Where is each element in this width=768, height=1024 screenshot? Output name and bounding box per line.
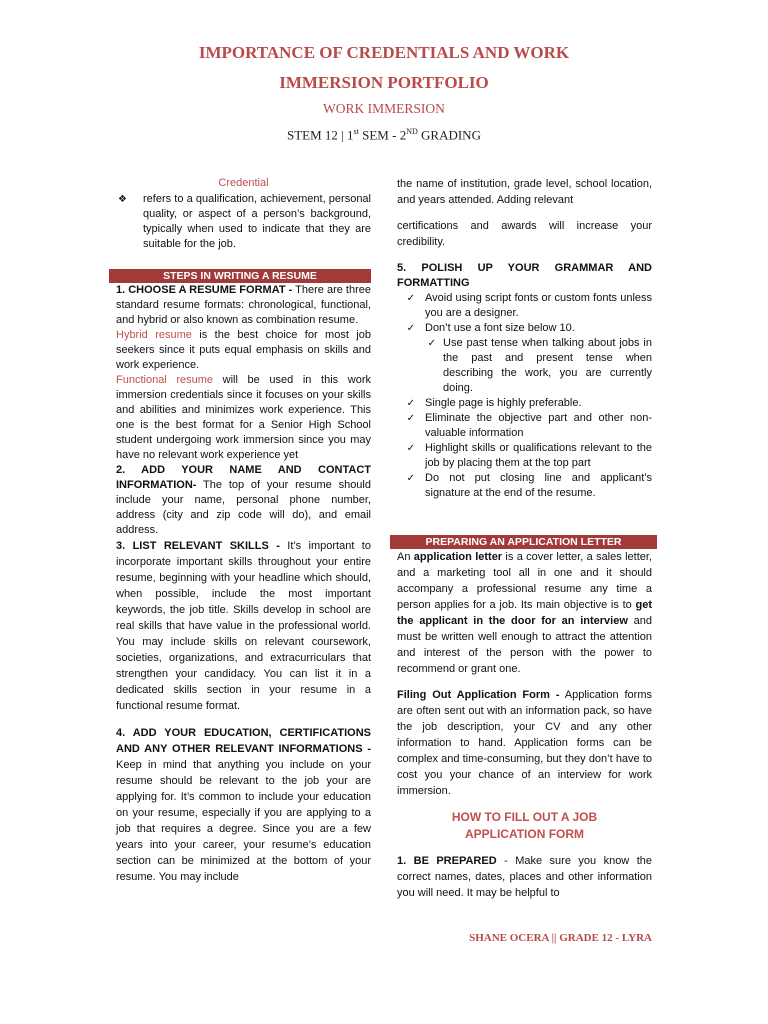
step-4-heading: 4. ADD YOUR EDUCATION, CERTIFICATIONS AND ANY OTHER RELEVANT INFORMATIONS - [116,727,371,755]
tip-text: Avoid using script fonts or custom fonts unless you are a designer. [425,292,652,319]
tip-item [397,441,652,471]
be-prepared-text: - Make sure you know the correct names, dates, places and other information you will need. It may be helpful to [397,855,652,899]
letter-text-c: is a cover letter, a sales letter, and a marketing tool all in one and it should accompany a professional resume any time a person applies for a job. Its main objective is to [397,551,652,611]
step-4-text: Keep in mind that anything you include on your resume should be relevant to the job your are applying for. It’s common to include your education on your resume, especially if you are applying to a job that requires a degree. Since you are a few years into your career, your resume’s education section can be minimized at the bottom of your resume. You may include [116,759,371,883]
document-title-line-1: IMPORTANCE OF CREDENTIALS AND WORK [198,43,570,62]
application-letter-paragraph [397,549,652,677]
application-form-heading: Filing Out Application Form - [397,689,560,701]
step-3-heading: 3. LIST RELEVANT SKILLS - [116,540,280,552]
letter-text-e: and must be written well enough to attract the attention and interest of the person with the power to recommend or grant one. [397,615,652,675]
document-title-line-2: IMMERSION PORTFOLIO [279,73,489,92]
check-icon: ✓ [406,293,415,304]
continued-text-2: certifications and awards will increase your credibility. [397,220,652,248]
application-letter-term: application letter [413,551,503,563]
step-2-text: The top of your resume should include your name, personal phone number, address (city and zip code will do), and email address. [116,479,371,536]
howto-heading: HOW TO FILL OUT A JOB APPLICATION FORM [451,810,598,841]
application-form-paragraph [397,687,652,799]
check-icon: ✓ [406,473,415,484]
application-letter-bar: PREPARING AN APPLICATION LETTER [390,535,657,549]
step-4-paragraph [116,725,371,885]
continued-text-1: the name of institution, grade level, school location, and years attended. Adding relevant [397,178,652,206]
tip-item [397,291,652,321]
steps-resume-bar: STEPS IN WRITING A RESUME [109,269,371,283]
check-icon: ✓ [406,443,415,454]
diamond-bullet-icon: ❖ [118,194,127,205]
grading-text-b: SEM - 2 [358,127,407,143]
hybrid-paragraph [116,328,371,373]
credential-heading: Credential [218,177,269,189]
functional-paragraph [116,373,371,463]
be-prepared-paragraph [397,853,652,901]
tip-item [397,321,652,336]
tip-item [397,396,652,411]
right-column [397,176,652,901]
credential-definition [116,192,371,252]
step-5-heading: 5. POLISH UP YOUR GRAMMAR AND FORMATTING [397,262,652,289]
tip-text: Don’t use a font size below 10. [425,322,575,334]
grading-sup-1: st [353,127,359,136]
functional-resume-text: will be used in this work immersion credentials since it focuses on your skills and abilities and minimizes work experience. This one is the best format for a Senior High School student undergoing work immersion since you may have no relevant work experience yet [116,374,371,461]
be-prepared-heading: 1. BE PREPARED [397,855,497,867]
tip-text: Single page is highly preferable. [425,397,582,409]
step-1-paragraph [116,283,371,328]
check-icon: ✓ [427,338,436,349]
step-1-heading: 1. CHOOSE A RESUME FORMAT - [116,284,293,296]
credential-text: refers to a qualification, achievement, personal quality, or aspect of a person’s background, typically when used to indicate that they are suitable for the job. [143,193,371,250]
tip-item [397,336,652,396]
tip-item [397,411,652,441]
functional-resume-label: Functional resume [116,374,214,386]
step-3-paragraph [116,538,371,714]
grading-sup-2: ND [406,127,418,136]
tip-text: Do not put closing line and applicant’s signature at the end of the resume. [425,472,652,499]
grading-text-a: STEM 12 | 1 [287,127,354,143]
left-column [116,176,371,885]
tip-item [397,471,652,501]
tip-text: Highlight skills or qualifications relevant to the job by placing them at the top part [425,442,652,469]
tip-text: Use past tense when talking about jobs in the past and present tense when describing the work, you are currently doing. [443,337,652,394]
document-subtitle: WORK IMMERSION [323,101,445,116]
step-3-text: It’s important to incorporate important skills throughout your entire resume, beginning with your headline which should, when possible, include the most important keywords, the job title. Skills develop in school are real skills that have value in the professional world. You may include skills on relevant coursework, societies, organizations, and extracurriculars that strengthen your candidacy. You can list it in a dedicated skills section in your resume in a functional resume format. [116,540,371,712]
page-footer: SHANE OCERA || GRADE 12 - LYRA [469,932,652,944]
check-icon: ✓ [406,413,415,424]
grading-text-c: GRADING [417,127,481,143]
step-1-text: There are three standard resume formats: chronological, functional, and hybrid or also known as combination resume. [116,284,371,326]
check-icon: ✓ [406,323,415,334]
step-2-heading: 2. ADD YOUR NAME AND CONTACT INFORMATION- [116,464,371,491]
letter-objective: get the applicant in the door for an interview [397,599,652,627]
step-2-paragraph [116,463,371,538]
check-icon: ✓ [406,398,415,409]
grading-line [0,127,768,143]
application-form-text: Application forms are often sent out with an information pack, so have the job description, your CV and any other information to hand. Application forms can be complex and time-consuming, but they don’t have to cost you your chance of an interview for work immersion. [397,689,652,797]
hybrid-resume-text: is the best choice for most job seekers since it puts equal emphasis on skills and work experience. [116,329,371,371]
hybrid-resume-label: Hybrid resume [116,329,192,341]
tip-text: Eliminate the objective part and other non-valuable information [425,412,652,439]
letter-text-a: An [397,551,414,563]
